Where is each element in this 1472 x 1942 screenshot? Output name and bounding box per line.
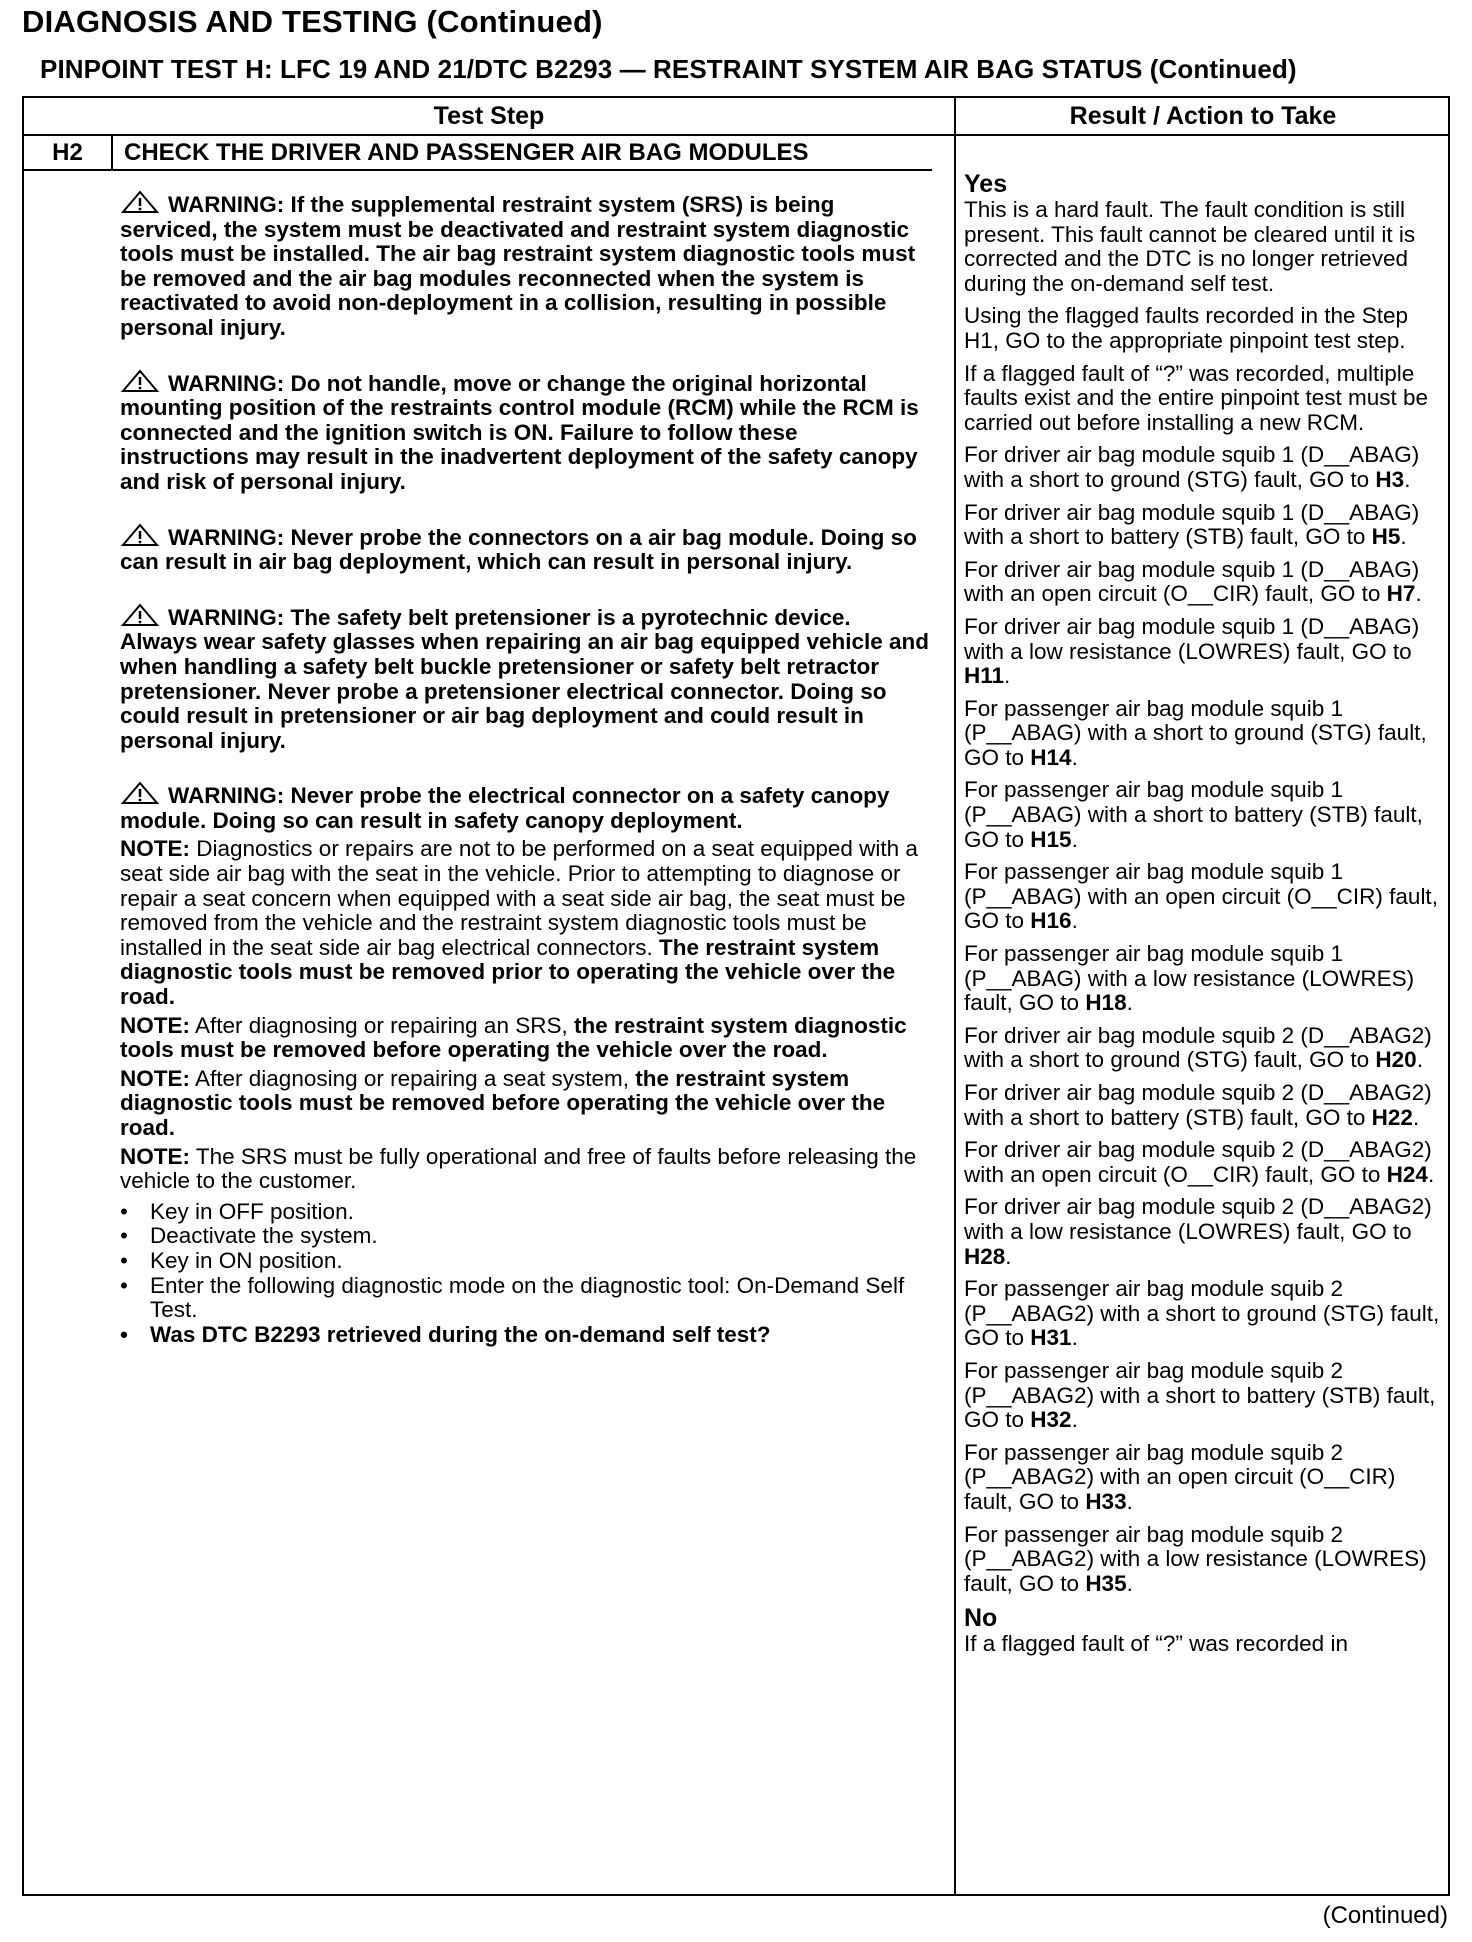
action-item [964,1138,1446,1187]
yes-intro-paragraph: If a flagged fault of “?” was recorded, multiple faults exist and the entire pinpoint test must be carried out before installing a new RCM. [964,360,1429,435]
action-end: . [1071,1407,1078,1433]
action-item [964,615,1446,689]
note-paragraph [120,1067,930,1141]
action-text: For passenger air bag module squib 1 (P__ABAG) with a short to battery (STB) fault, GO to [964,777,1423,852]
goto-step-link[interactable]: H31 [1030,1325,1072,1351]
bullet-item: • Key in OFF position. [120,1200,930,1225]
action-end: . [1126,990,1133,1016]
note-label: NOTE: [120,1012,190,1038]
goto-step-link[interactable]: H24 [1386,1161,1428,1187]
goto-step-link[interactable]: H20 [1375,1047,1417,1073]
bullet-item: • Deactivate the system. [120,1224,930,1249]
action-list [964,443,1446,1596]
result-action-content [964,170,1446,1665]
action-text: For passenger air bag module squib 1 (P__ABAG) with a short to ground (STG) fault, GO to [964,695,1427,770]
warning-paragraph [120,369,930,495]
goto-step-link[interactable]: H35 [1085,1570,1127,1596]
action-end: . [1400,524,1407,550]
warning-text: WARNING: Do not handle, move or change the original horizontal mounting position of the restraints control module (RCM) while the RCM is connected and the ignition switch is ON. Failure to follow these instructions may result in the inadvertent deployment of the safety canopy and risk of personal injury. [120,370,919,494]
action-text: For driver air bag module squib 2 (D__ABAG2) with an open circuit (O__CIR) fault, GO to [964,1137,1432,1187]
note-paragraph [120,1014,930,1063]
action-item [964,1195,1446,1269]
action-text: For driver air bag module squib 2 (D__ABAG2) with a short to ground (STG) fault, GO to [964,1022,1432,1073]
action-item [964,1359,1446,1433]
column-header-test-step: Test Step [433,102,545,130]
no-label: No [964,1604,998,1633]
note-label: NOTE: [120,836,190,862]
column-header-result: Result / Action to Take [1069,102,1337,130]
note-text: Diagnostics or repairs are not to be performed on a seat equipped with a seat side air bag with the seat in the vehicle. Prior to attempting to diagnose or repair a seat concern when equipped with a seat side air bag, the seat must be removed from the vehicle and the restraint system diagnostic tools must be installed in the seat side air bag electrical connectors. [120,836,918,960]
goto-step-link[interactable]: H7 [1386,581,1416,607]
action-item [964,1277,1446,1351]
goto-step-link[interactable]: H3 [1375,466,1405,492]
warning-paragraph [120,781,930,833]
action-item [964,443,1446,492]
action-item [964,558,1446,607]
action-end: . [1126,1570,1133,1596]
warning-paragraph [120,523,930,575]
action-text: For passenger air bag module squib 1 (P__ABAG) with an open circuit (O__CIR) fault, GO to [964,859,1438,934]
step-title: CHECK THE DRIVER AND PASSENGER AIR BAG MODULES [124,139,809,166]
note-text: After diagnosing or repairing an SRS, [190,1012,574,1038]
action-item [964,1523,1446,1597]
action-end: . [1005,1243,1012,1269]
action-item [964,1441,1446,1515]
action-end: . [1071,826,1078,852]
action-text: For passenger air bag module squib 2 (P__ABAG2) with an open circuit (O__CIR) fault, GO to [964,1439,1396,1514]
note-label: NOTE: [120,1065,190,1091]
action-text: For driver air bag module squib 1 (D__ABAG) with an open circuit (O__CIR) fault, GO to [964,556,1420,607]
action-text: For driver air bag module squib 1 (D__ABAG) with a low resistance (LOWRES) fault, GO to [964,613,1420,664]
action-end: . [1416,1047,1423,1073]
note-emphasis: the restraint system diagnostic tools must be removed before operating the vehicle over the road. [120,1065,886,1140]
note-emphasis: the restraint system diagnostic tools must be removed before operating the vehicle over the road. [120,1012,907,1063]
test-step-content [120,190,930,1347]
goto-step-link[interactable]: H15 [1030,826,1072,852]
action-text: For passenger air bag module squib 2 (P__ABAG2) with a short to battery (STB) fault, GO to [964,1357,1436,1433]
warning-text: WARNING: The safety belt pretensioner is a pyrotechnic device. Always wear safety glasses when repairing an air bag equipped vehicle and when handling a safety belt buckle pretensioner or safety belt retractor pretensioner. Never probe a pretensioner electrical connector. Doing so could result in pretensioner or air bag deployment and could result in personal injury. [120,604,930,753]
action-end: . [1126,1488,1133,1514]
warning-text: WARNING: Never probe the connectors on a air bag module. Doing so can result in air bag deployment, which can result in personal injury. [120,524,917,575]
page-title: DIAGNOSIS AND TESTING (Continued) [22,4,603,39]
bullet-item: • Was DTC B2293 retrieved during the on-demand self test? [120,1323,930,1348]
action-end: . [1071,908,1078,934]
goto-step-link[interactable]: H33 [1085,1488,1127,1514]
action-item [964,501,1446,550]
bullet-item: • Enter the following diagnostic mode on the diagnostic tool: On-Demand Self Test. [120,1274,930,1323]
action-item [964,697,1446,771]
note-emphasis: The restraint system diagnostic tools must be removed prior to operating the vehicle over the road. [120,934,896,1010]
warning-text: WARNING: Never probe the electrical connector on a safety canopy module. Doing so can result in safety canopy deployment. [120,783,890,833]
goto-step-link[interactable]: H32 [1030,1407,1072,1433]
warning-triangle-icon [120,523,160,547]
action-end: . [1404,466,1411,492]
warning-triangle-icon [120,369,160,393]
action-text: For driver air bag module squib 2 (D__ABAG2) with a short to battery (STB) fault, GO to [964,1080,1432,1130]
warning-text: WARNING: If the supplemental restraint system (SRS) is being serviced, the system must be deactivated and restraint system diagnostic tools must be installed. The air bag restraint system diagnostic tools must be removed and the air bag modules reconnected when the system is reactivated to avoid non-deployment in a collision, resulting in possible personal injury. [120,192,916,340]
note-text: After diagnosing or repairing a seat system, [190,1065,636,1091]
continued-label: (Continued) [1322,1902,1448,1929]
no-text: If a flagged fault of “?” was recorded in [964,1631,1348,1657]
step-number-rule [111,134,113,170]
action-end: . [1415,581,1422,607]
action-end: . [1071,744,1078,770]
action-end: . [1071,1325,1078,1351]
action-text: For driver air bag module squib 1 (D__ABAG) with a short to ground (STG) fault, GO to [964,442,1420,492]
action-end: . [1412,1104,1420,1130]
action-text: For passenger air bag module squib 2 (P__ABAG2) with a short to ground (STG) fault, GO to [964,1276,1440,1351]
warning-triangle-icon [120,781,160,805]
column-divider [954,98,956,1894]
goto-step-link[interactable]: H16 [1030,908,1072,934]
action-text: For passenger air bag module squib 2 (P__ABAG2) with a low resistance (LOWRES) fault, GO to [964,1521,1427,1596]
action-item [964,860,1446,934]
goto-step-link[interactable]: H28 [964,1243,1006,1269]
action-item [964,942,1446,1016]
action-item [964,1081,1446,1130]
step-number: H2 [52,139,83,166]
yes-intro-paragraph: This is a hard fault. The fault condition is still present. This fault cannot be cleared until it is corrected and the DTC is no longer retrieved during the on-demand self test. [964,197,1416,296]
note-text: The SRS must be fully operational and free of faults before releasing the vehicle to the customer. [120,1143,917,1194]
note-paragraph [120,837,930,1009]
pinpoint-test-title: PINPOINT TEST H: LFC 19 AND 21/DTC B2293 — RESTRAINT SYSTEM AIR BAG STATUS (Continued) [40,54,1297,84]
action-item [964,778,1446,852]
action-text: For passenger air bag module squib 1 (P__ABAG) with a low resistance (LOWRES) fault, GO to [964,941,1415,1016]
warning-triangle-icon [120,603,160,627]
note-paragraph [120,1145,930,1194]
warning-paragraph [120,603,930,754]
action-text: For driver air bag module squib 2 (D__ABAG2) with a low resistance (LOWRES) fault, GO to [964,1194,1432,1244]
action-end: . [1004,663,1011,689]
action-text: For driver air bag module squib 1 (D__ABAG) with a short to battery (STB) fault, GO to [964,499,1420,550]
warning-triangle-icon [120,190,160,214]
warning-paragraph [120,190,930,341]
procedure-bullets [120,1200,930,1348]
bullet-item: • Key in ON position. [120,1249,930,1274]
yes-label: Yes [964,170,1008,198]
action-end: . [1427,1161,1435,1187]
yes-intro-paragraph: Using the flagged faults recorded in the Step H1, GO to the appropriate pinpoint test step. [964,303,1409,353]
goto-step-link[interactable]: H14 [1030,744,1072,770]
yes-intro [964,198,1446,435]
goto-step-link[interactable]: H22 [1371,1104,1413,1130]
goto-step-link[interactable]: H5 [1371,524,1401,550]
note-label: NOTE: [120,1143,190,1169]
warnings-list [120,190,930,833]
test-table [22,96,1450,1896]
goto-step-link[interactable]: H18 [1085,990,1127,1016]
goto-step-link[interactable]: H11 [964,663,1005,689]
notes-list [120,837,930,1193]
action-item [964,1024,1446,1073]
